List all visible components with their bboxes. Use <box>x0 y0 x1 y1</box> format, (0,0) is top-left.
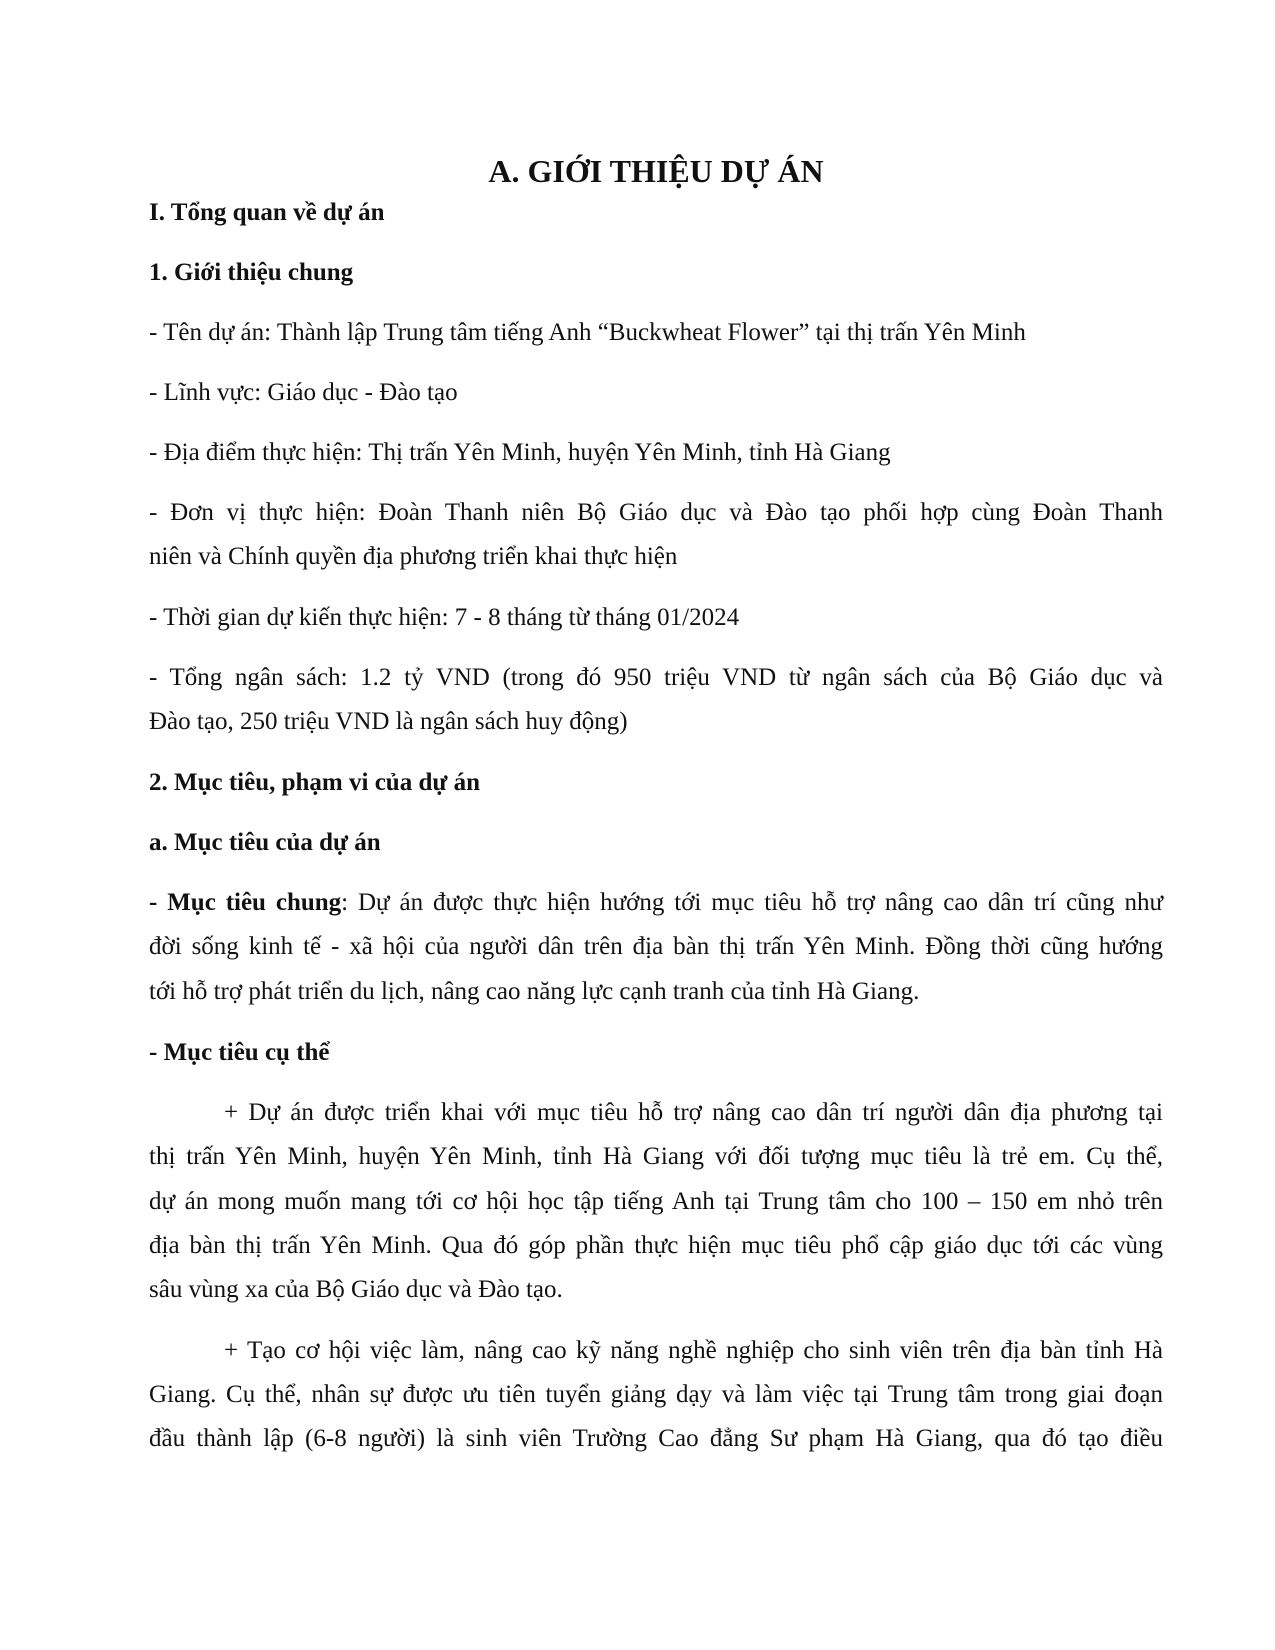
specific-para1-line-1: + Dự án được triển khai với mục tiêu hỗ trợ nâng cao dân trí người dân địa phương tại <box>224 1099 1163 1126</box>
budget-line-1: - Tổng ngân sách: 1.2 tỷ VND (trong đó 950 triệu VND từ ngân sách của Bộ Giáo dục và <box>149 664 1163 691</box>
implementer-line-1: - Đơn vị thực hiện: Đoàn Thanh niên Bộ Giáo dục và Đào tạo phối hợp cùng Đoàn Thanh <box>149 499 1163 526</box>
general-objective-line-3: tới hỗ trợ phát triển du lịch, nâng cao năng lực cạnh tranh của tỉnh Hà Giang. <box>149 978 920 1005</box>
implementer-line-2: niên và Chính quyền địa phương triển khai thực hiện <box>149 543 678 570</box>
location-line: - Địa điểm thực hiện: Thị trấn Yên Minh, huyện Yên Minh, tỉnh Hà Giang <box>149 439 891 466</box>
general-objective-line-2: đời sống kinh tế - xã hội của người dân trên địa bàn thị trấn Yên Minh. Đồng thời cũng hướng <box>149 933 1163 960</box>
specific-para1-line-4: địa bàn thị trấn Yên Minh. Qua đó góp phần thực hiện mục tiêu phổ cập giáo dục tới các vùng <box>149 1232 1163 1259</box>
general-objective-text: : Dự án được thực hiện hướng tới mục tiêu hỗ trợ nâng cao dân trí cũng như <box>341 889 1164 916</box>
timeline-line: - Thời gian dự kiến thực hiện: 7 - 8 tháng từ tháng 01/2024 <box>149 604 740 631</box>
document-title: A. GIỚI THIỆU DỰ ÁN <box>488 153 824 189</box>
specific-para2-line-1: + Tạo cơ hội việc làm, nâng cao kỹ năng nghề nghiệp cho sinh viên trên địa bàn tỉnh Hà <box>224 1337 1163 1364</box>
subsection-heading-introduction: 1. Giới thiệu chung <box>149 259 354 286</box>
general-objective-label: - Mục tiêu chung <box>149 889 342 916</box>
specific-objective-label: - Mục tiêu cụ thể <box>149 1039 330 1066</box>
document-page <box>149 0 1163 1650</box>
section-heading-overview: I. Tổng quan về dự án <box>149 199 385 226</box>
subsubsection-heading-objectives: a. Mục tiêu của dự án <box>149 829 381 856</box>
specific-para1-line-2: thị trấn Yên Minh, huyện Yên Minh, tỉnh Hà Giang với đối tượng mục tiêu là trẻ em. Cụ thể, <box>149 1143 1163 1170</box>
subsection-heading-objectives-scope: 2. Mục tiêu, phạm vi của dự án <box>149 769 481 796</box>
budget-line-2: Đào tạo, 250 triệu VND là ngân sách huy động) <box>149 708 628 735</box>
specific-para1-line-3: dự án mong muốn mang tới cơ hội học tập tiếng Anh tại Trung tâm cho 100 – 150 em nhỏ trên <box>149 1188 1163 1215</box>
specific-para2-line-3: đầu thành lập (6-8 người) là sinh viên Trường Cao đẳng Sư phạm Hà Giang, qua đó tạo điều <box>149 1425 1163 1452</box>
field-line: - Lĩnh vực: Giáo dục - Đào tạo <box>149 379 458 406</box>
specific-para2-line-2: Giang. Cụ thể, nhân sự được ưu tiên tuyển giảng dạy và làm việc tại Trung tâm trong giai đoạn <box>149 1381 1163 1408</box>
specific-para1-line-5: sâu vùng xa của Bộ Giáo dục và Đào tạo. <box>149 1276 563 1303</box>
general-objective-line-1 <box>149 888 1163 918</box>
project-name-line: - Tên dự án: Thành lập Trung tâm tiếng Anh “Buckwheat Flower” tại thị trấn Yên Minh <box>149 319 1026 346</box>
